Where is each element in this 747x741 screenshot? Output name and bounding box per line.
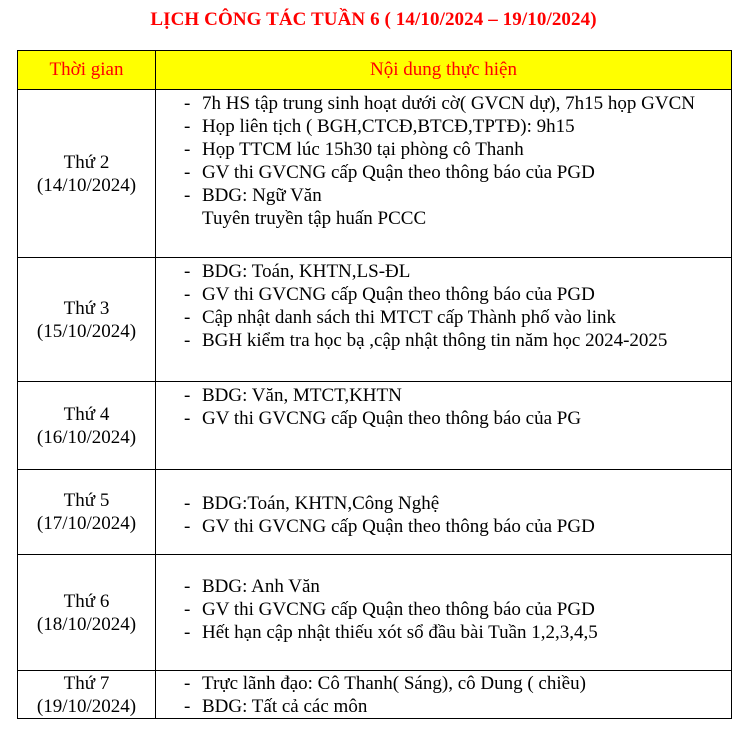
page-title: LỊCH CÔNG TÁC TUẦN 6 ( 14/10/2024 – 19/10/2024) <box>150 9 597 30</box>
item-text: BDG: Toán, KHTN,LS-ĐL <box>202 261 411 282</box>
bullet-dash: - <box>184 185 191 206</box>
list-item <box>156 92 731 115</box>
list-item <box>156 260 731 283</box>
list-item <box>156 138 731 161</box>
list-item <box>156 695 731 718</box>
item-text: BGH kiểm tra học bạ ,cập nhật thông tin năm học 2024-2025 <box>202 330 668 351</box>
content-cell <box>156 470 732 555</box>
day-name: Thứ 2 <box>63 151 110 173</box>
item-text: BDG: Anh Văn <box>202 576 320 597</box>
day-name: Thứ 5 <box>63 490 110 511</box>
bullet-dash: - <box>184 162 191 183</box>
bullet-dash: - <box>184 139 191 160</box>
list-item <box>156 329 731 352</box>
list-item <box>156 575 731 598</box>
day-cell <box>18 258 156 382</box>
item-text: Họp TTCM lúc 15h30 tại phòng cô Thanh <box>202 139 524 160</box>
list-item <box>156 184 731 207</box>
day-cell <box>18 382 156 470</box>
item-text: BDG:Toán, KHTN,Công Nghệ <box>202 493 440 514</box>
list-item <box>156 598 731 621</box>
table-row <box>18 90 732 258</box>
list-item <box>156 492 731 515</box>
content-cell <box>156 382 732 470</box>
bullet-dash: - <box>184 330 191 351</box>
content-cell <box>156 258 732 382</box>
day-name: Thứ 6 <box>63 590 110 612</box>
item-text: GV thi GVCNG cấp Quận theo thông báo của PG <box>202 408 582 429</box>
table-row <box>18 555 732 671</box>
bullet-dash: - <box>184 385 191 406</box>
table-row <box>18 470 732 555</box>
bullet-dash: - <box>184 673 191 694</box>
bullet-dash: - <box>184 576 191 597</box>
day-date: (16/10/2024) <box>36 426 137 448</box>
bullet-dash: - <box>184 116 191 137</box>
bullet-dash: - <box>184 408 191 429</box>
table-row <box>18 671 732 719</box>
day-cell <box>18 470 156 555</box>
item-text: Họp liên tịch ( BGH,CTCĐ,BTCĐ,TPTĐ): 9h15 <box>202 116 575 137</box>
item-text: BDG: Tất cả các môn <box>202 696 368 717</box>
list-item <box>156 672 731 695</box>
item-text: GV thi GVCNG cấp Quận theo thông báo của PGD <box>202 516 595 537</box>
day-date: (19/10/2024) <box>36 695 137 717</box>
bullet-dash: - <box>184 622 191 643</box>
item-text: GV thi GVCNG cấp Quận theo thông báo của PGD <box>202 284 595 305</box>
bullet-dash: - <box>184 307 191 328</box>
item-text: 7h HS tập trung sinh hoạt dưới cờ( GVCN dự), 7h15 họp GVCN <box>202 93 695 114</box>
day-cell <box>18 671 156 719</box>
bullet-dash: - <box>184 93 191 114</box>
content-cell <box>156 90 732 258</box>
header-time: Thời gian <box>18 51 156 90</box>
day-date: (15/10/2024) <box>36 320 137 342</box>
list-item <box>156 161 731 184</box>
list-item <box>156 115 731 138</box>
bullet-dash: - <box>184 261 191 282</box>
day-date: (18/10/2024) <box>36 613 137 635</box>
bullet-dash: - <box>184 696 191 717</box>
day-name: Thứ 7 <box>63 672 110 694</box>
bullet-dash: - <box>184 599 191 620</box>
day-date: (14/10/2024) <box>36 174 137 196</box>
item-text: GV thi GVCNG cấp Quận theo thông báo của PGD <box>202 599 595 620</box>
item-text: Tuyên truyền tập huấn PCCC <box>202 208 427 229</box>
list-item <box>156 306 731 329</box>
content-cell <box>156 671 732 719</box>
item-text: BDG: Văn, MTCT,KHTN <box>202 385 402 406</box>
bullet-dash: - <box>184 516 191 537</box>
list-item <box>156 621 731 644</box>
list-item <box>156 283 731 306</box>
schedule-table <box>17 50 732 719</box>
header-content: Nội dung thực hiện <box>156 51 732 90</box>
item-text: Cập nhật danh sách thi MTCT cấp Thành phố vào link <box>202 307 617 328</box>
bullet-dash: - <box>184 284 191 305</box>
content-cell <box>156 555 732 671</box>
header-row <box>18 51 732 90</box>
item-text: Hết hạn cập nhật thiếu xót sổ đầu bài Tuần 1,2,3,4,5 <box>202 622 598 643</box>
day-cell <box>18 90 156 258</box>
bullet-dash: - <box>184 493 191 514</box>
day-cell <box>18 555 156 671</box>
item-text: BDG: Ngữ Văn <box>202 185 322 206</box>
day-name: Thứ 3 <box>63 297 110 319</box>
table-row <box>18 258 732 382</box>
item-text: GV thi GVCNG cấp Quận theo thông báo của PGD <box>202 162 595 183</box>
table-row <box>18 382 732 470</box>
item-text: Trực lãnh đạo: Cô Thanh( Sáng), cô Dung ( chiều) <box>202 673 586 694</box>
list-item <box>156 515 731 538</box>
list-item <box>156 207 731 230</box>
day-date: (17/10/2024) <box>36 513 137 534</box>
list-item <box>156 384 731 407</box>
day-name: Thứ 4 <box>63 403 110 425</box>
list-item <box>156 407 731 430</box>
